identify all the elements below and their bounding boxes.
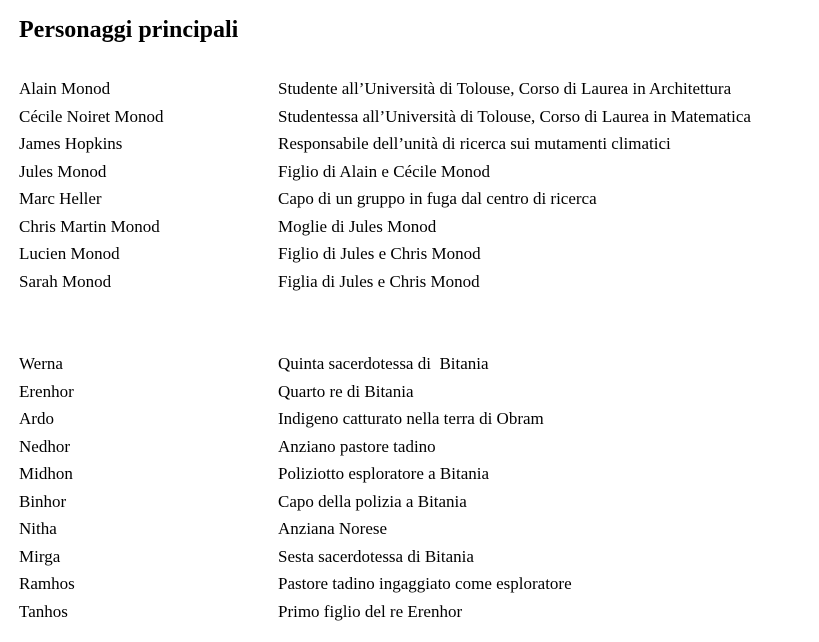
character-role: Quarto re di Bitania [278, 381, 414, 401]
character-name: Tanhos [19, 601, 68, 621]
character-role: Responsabile dell’unità di ricerca sui mutamenti climatici [278, 134, 671, 153]
character-name: Alain Monod [19, 79, 111, 98]
character-row [19, 350, 809, 378]
character-name: Ramhos [19, 574, 75, 593]
character-row [19, 488, 809, 516]
character-name: Binhor [19, 491, 67, 511]
character-role: Studentessa all’Università di Tolouse, Corso di Laurea in Matematica [278, 106, 751, 126]
character-name: Jules Monod [19, 161, 107, 181]
character-row [19, 405, 809, 433]
character-row [19, 158, 809, 186]
character-role: Figlio di Alain e Cécile Monod [278, 161, 491, 181]
character-name: James Hopkins [19, 134, 123, 153]
character-row [19, 543, 809, 571]
character-row [19, 213, 809, 241]
character-name: Cécile Noiret Monod [19, 106, 164, 126]
character-name: Nedhor [19, 436, 70, 456]
character-row [19, 268, 809, 296]
character-name: Midhon [19, 464, 73, 483]
character-row [19, 570, 809, 598]
character-name: Lucien Monod [19, 244, 120, 263]
character-role: Indigeno catturato nella terra di Obram [278, 409, 544, 428]
character-role: Poliziotto esploratore a Bitania [278, 464, 490, 483]
character-row [19, 378, 809, 406]
character-row [19, 185, 809, 213]
character-row [19, 130, 809, 158]
character-group-bitania [19, 350, 809, 625]
character-role: Anziana Norese [278, 519, 388, 538]
character-name: Marc Heller [19, 189, 102, 208]
character-name: Mirga [19, 546, 61, 566]
character-role: Sesta sacerdotessa di Bitania [278, 546, 474, 566]
character-name: Ardo [19, 409, 54, 428]
character-name: Chris Martin Monod [19, 216, 160, 236]
character-row [19, 240, 809, 268]
character-role: Anziano pastore tadino [278, 436, 436, 456]
character-role: Capo della polizia a Bitania [278, 491, 467, 511]
character-role: Capo di un gruppo in fuga dal centro di ricerca [278, 189, 597, 208]
character-role: Quinta sacerdotessa di Bitania [278, 354, 489, 373]
character-name: Erenhor [19, 381, 74, 401]
character-row [19, 433, 809, 461]
character-row [19, 515, 809, 543]
character-row [19, 103, 809, 131]
character-row [19, 460, 809, 488]
character-group-humans [19, 75, 809, 295]
character-name: Sarah Monod [19, 271, 112, 291]
character-role: Figlio di Jules e Chris Monod [278, 244, 481, 263]
character-role: Studente all’Università di Tolouse, Corso di Laurea in Architettura [278, 79, 732, 98]
character-name: Nitha [19, 519, 57, 538]
character-role: Moglie di Jules Monod [278, 216, 437, 236]
character-row [19, 598, 809, 626]
document-title: Personaggi principali [19, 17, 239, 43]
character-role: Primo figlio del re Erenhor [278, 601, 463, 621]
character-role: Pastore tadino ingaggiato come esploratore [278, 574, 572, 593]
character-row [19, 75, 809, 103]
character-name: Werna [19, 354, 63, 373]
character-role: Figlia di Jules e Chris Monod [278, 271, 480, 291]
